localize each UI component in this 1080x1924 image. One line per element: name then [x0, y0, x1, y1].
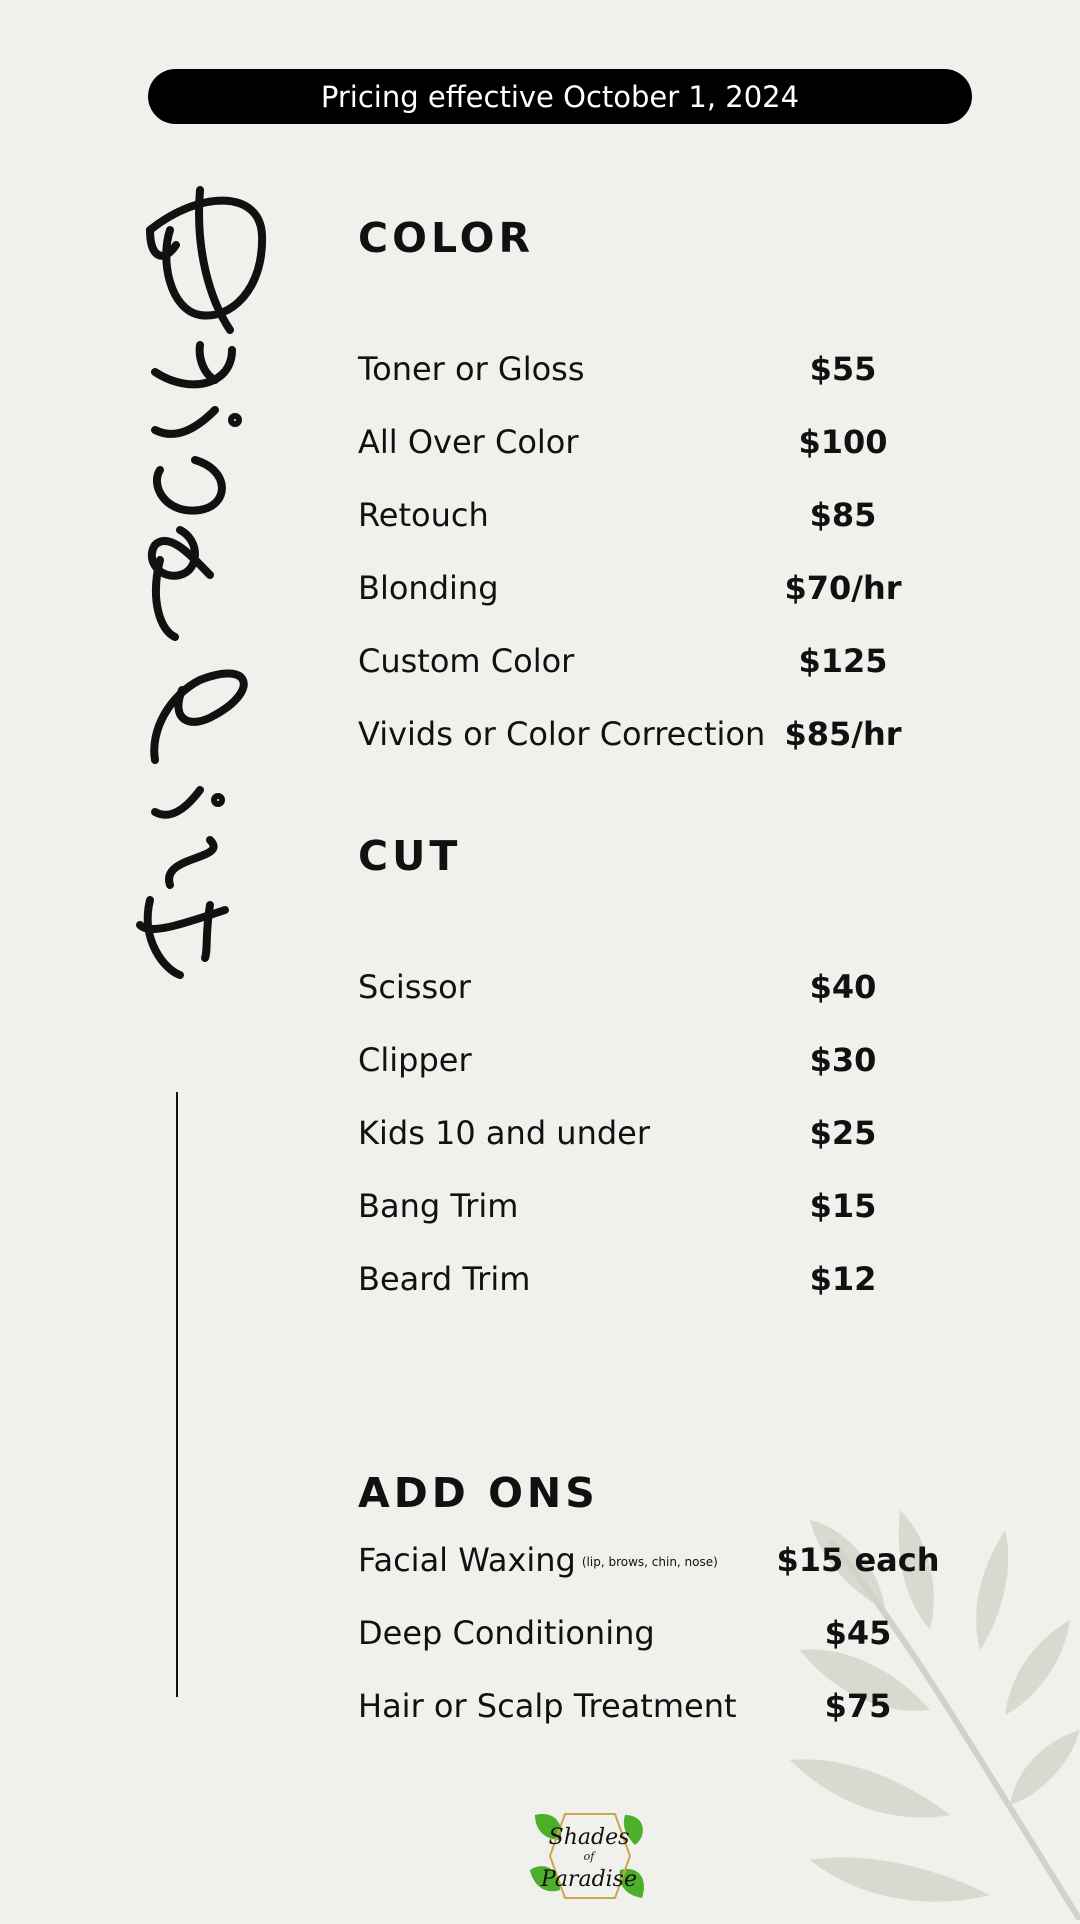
service-name: Scissor: [358, 968, 471, 1006]
price-row: [358, 350, 958, 400]
service-name: Toner or Gloss: [358, 350, 585, 388]
service-price: $75: [824, 1687, 892, 1725]
service-price: $12: [809, 1260, 877, 1298]
divider-line: [176, 1092, 178, 1697]
price-row: [358, 1187, 958, 1237]
section-heading-add-ons: ADD ONS: [358, 1469, 599, 1517]
service-name: Retouch: [358, 496, 489, 534]
service-name: Blonding: [358, 569, 499, 607]
service-price: $15 each: [776, 1541, 940, 1579]
price-row: [358, 968, 958, 1018]
service-price: $125: [798, 642, 888, 680]
price-row: [358, 1687, 958, 1737]
price-row: [358, 423, 958, 473]
service-price: $55: [809, 350, 877, 388]
service-name: Clipper: [358, 1041, 472, 1079]
price-row: [358, 1041, 958, 1091]
price-row: [358, 569, 958, 619]
service-price: $85/hr: [784, 715, 902, 753]
service-name: Facial Waxing (lip, brows, chin, nose): [358, 1541, 718, 1579]
service-price: $25: [809, 1114, 877, 1152]
price-row: [358, 715, 958, 765]
service-name: Bang Trim: [358, 1187, 519, 1225]
pricing-effective-banner: Pricing effective October 1, 2024: [148, 69, 972, 124]
price-list-script-title: [0, 0, 1, 1]
service-price: $45: [824, 1614, 892, 1652]
logo-text-line3: Paradise: [541, 1867, 637, 1892]
section-heading-cut: CUT: [358, 832, 462, 880]
service-price: $70/hr: [784, 569, 902, 607]
service-price: $85: [809, 496, 877, 534]
service-name: Beard Trim: [358, 1260, 531, 1298]
price-row: [358, 1260, 958, 1310]
section-heading-color: COLOR: [358, 214, 535, 262]
service-price: $100: [798, 423, 888, 461]
service-name: Custom Color: [358, 642, 575, 680]
service-note: (lip, brows, chin, nose): [581, 1555, 718, 1569]
price-row: [358, 496, 958, 546]
price-row: [358, 1614, 958, 1664]
service-name: Deep Conditioning: [358, 1614, 655, 1652]
logo-text-line2: of: [583, 1850, 595, 1863]
service-name: Vivids or Color Correction: [358, 715, 766, 753]
service-name: Hair or Scalp Treatment: [358, 1687, 737, 1725]
logo-text-line1: Shades: [548, 1825, 630, 1850]
service-price: $40: [809, 968, 877, 1006]
service-name: Kids 10 and under: [358, 1114, 651, 1152]
price-row: [358, 1541, 958, 1591]
price-row: [358, 1114, 958, 1164]
shades-of-paradise-logo: [530, 1810, 648, 1902]
service-price: $30: [809, 1041, 877, 1079]
service-name: All Over Color: [358, 423, 579, 461]
price-row: [358, 642, 958, 692]
service-price: $15: [809, 1187, 877, 1225]
